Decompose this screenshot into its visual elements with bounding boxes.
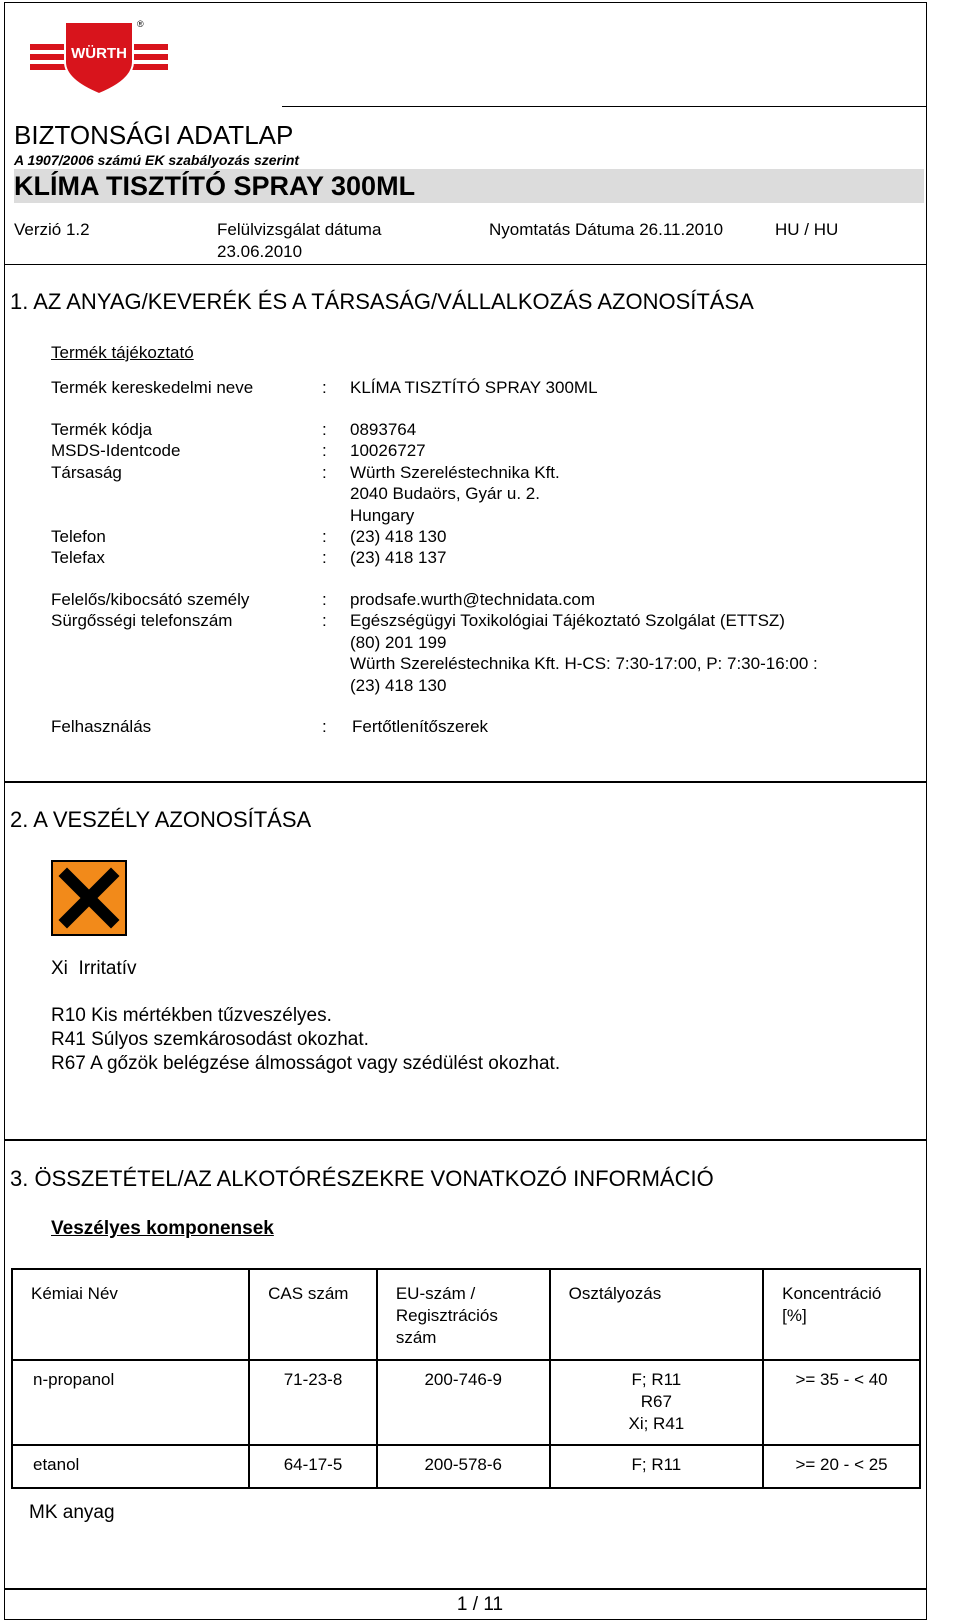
section-2-rule <box>4 1139 927 1141</box>
logo-text: WÜRTH <box>71 45 127 62</box>
cell-classification <box>550 1360 763 1445</box>
cell-cas: 71-23-8 <box>249 1360 377 1445</box>
cell-eu-number: 200-578-6 <box>377 1445 550 1488</box>
colon: : <box>322 548 327 567</box>
meta-rule <box>4 264 927 265</box>
value-emergency-service: Egészségügyi Toxikológiai Tájékoztató Szolgálat (ETTSZ) <box>350 611 785 630</box>
label-phone: Telefon <box>51 527 106 546</box>
table-row <box>12 1445 920 1488</box>
cell-eu-number: 200-746-9 <box>377 1360 550 1445</box>
revision-date: 23.06.2010 <box>217 242 303 261</box>
hazard-classification: Xi Irritatív <box>51 958 137 979</box>
page-number: 1 / 11 <box>456 1594 504 1615</box>
value-trade-name: KLÍMA TISZTÍTÓ SPRAY 300ML <box>350 378 598 397</box>
column-header-classification: Osztályozás <box>550 1269 763 1360</box>
colon: : <box>322 527 327 546</box>
label-usage: Felhasználás <box>51 717 152 736</box>
cell-concentration: >= 20 - < 25 <box>763 1445 920 1488</box>
classification-line: R67 <box>640 1392 672 1411</box>
value-product-code: 0893764 <box>350 420 417 439</box>
section-1-title: 1. AZ ANYAG/KEVERÉK ÉS A TÁRSASÁG/VÁLLALKOZÁS AZONOSÍTÁSA <box>10 289 754 314</box>
column-header-concentration: Koncentráció [%] <box>763 1269 920 1360</box>
revision-label: Felülvizsgálat dátuma <box>217 220 382 239</box>
value-phone: (23) 418 130 <box>350 527 447 546</box>
classification-line: Xi; R41 <box>628 1414 685 1433</box>
print-date: Nyomtatás Dátuma 26.11.2010 <box>489 220 724 239</box>
colon: : <box>322 463 327 482</box>
colon: : <box>322 717 327 736</box>
label-company: Társaság <box>51 463 122 482</box>
label-msds-identcode: MSDS-Identcode <box>51 441 181 460</box>
colon: : <box>322 441 327 460</box>
column-header-eu-number: EU-szám / Regisztrációs szám <box>377 1269 550 1360</box>
risk-phrase-r67: R67 A gőzök belégzése álmosságot vagy szédülést okozhat. <box>51 1053 561 1074</box>
label-responsible-person: Felelős/kibocsátó személy <box>51 590 250 609</box>
locale: HU / HU <box>775 220 839 239</box>
risk-phrase-r10: R10 Kis mértékben tűzveszélyes. <box>51 1005 332 1026</box>
value-msds-identcode: 10026727 <box>350 441 426 460</box>
table-row <box>12 1360 920 1445</box>
classification-line: F; R11 <box>631 1455 682 1474</box>
value-company-country: Hungary <box>350 506 415 525</box>
registered-mark: ® <box>137 19 144 29</box>
section-3-subheading: Veszélyes komponensek <box>51 1218 274 1239</box>
footer-rule <box>4 1588 926 1590</box>
cell-chemical-name: n-propanol <box>12 1360 249 1445</box>
section-3-title: 3. ÖSSZETÉTEL/AZ ALKOTÓRÉSZEKRE VONATKOZÓ INFORMÁCIÓ <box>10 1166 714 1191</box>
label-trade-name: Termék kereskedelmi neve <box>51 378 254 397</box>
colon: : <box>322 378 327 397</box>
classification-line: F; R11 <box>631 1370 682 1389</box>
value-emergency-number: (80) 201 199 <box>350 633 447 652</box>
section-1-rule <box>4 781 927 783</box>
label-product-code: Termék kódja <box>51 420 153 439</box>
product-title: KLÍMA TISZTÍTÓ SPRAY 300ML <box>14 171 416 201</box>
cell-concentration: >= 35 - < 40 <box>763 1360 920 1445</box>
value-emergency-hours: Würth Szereléstechnika Kft. H-CS: 7:30-17:00, P: 7:30-16:00 : <box>350 654 818 673</box>
document-title: BIZTONSÁGI ADATLAP <box>14 120 294 150</box>
column-header-chemical-name: Kémiai Név <box>12 1269 249 1360</box>
risk-phrase-r41: R41 Súlyos szemkárosodást okozhat. <box>51 1029 369 1050</box>
value-company-address: 2040 Budaörs, Gyár u. 2. <box>350 484 540 503</box>
version: Verzió 1.2 <box>14 220 90 239</box>
colon: : <box>322 611 327 630</box>
colon: : <box>322 420 327 439</box>
wurth-logo <box>24 16 174 96</box>
components-table <box>11 1268 921 1489</box>
cell-classification <box>550 1445 763 1488</box>
colon: : <box>322 590 327 609</box>
value-responsible-email: prodsafe.wurth@technidata.com <box>350 590 595 609</box>
value-fax: (23) 418 137 <box>350 548 447 567</box>
mk-substance-note: MK anyag <box>29 1502 115 1523</box>
cell-cas: 64-17-5 <box>249 1445 377 1488</box>
header-rule <box>282 106 927 107</box>
table-header-row <box>12 1269 920 1360</box>
column-header-cas: CAS szám <box>249 1269 377 1360</box>
irritant-x-icon <box>51 860 127 936</box>
cell-chemical-name: etanol <box>12 1445 249 1488</box>
value-company-name: Würth Szereléstechnika Kft. <box>350 463 560 482</box>
value-emergency-company-phone: (23) 418 130 <box>350 676 447 695</box>
label-fax: Telefax <box>51 548 105 567</box>
section-1-subheading: Termék tájékoztató <box>51 343 194 362</box>
value-usage: Fertőtlenítőszerek <box>352 717 489 736</box>
document-subtitle: A 1907/2006 számú EK szabályozás szerint <box>14 152 300 168</box>
section-2-title: 2. A VESZÉLY AZONOSÍTÁSA <box>10 807 312 832</box>
label-emergency-phone: Sürgősségi telefonszám <box>51 611 233 630</box>
